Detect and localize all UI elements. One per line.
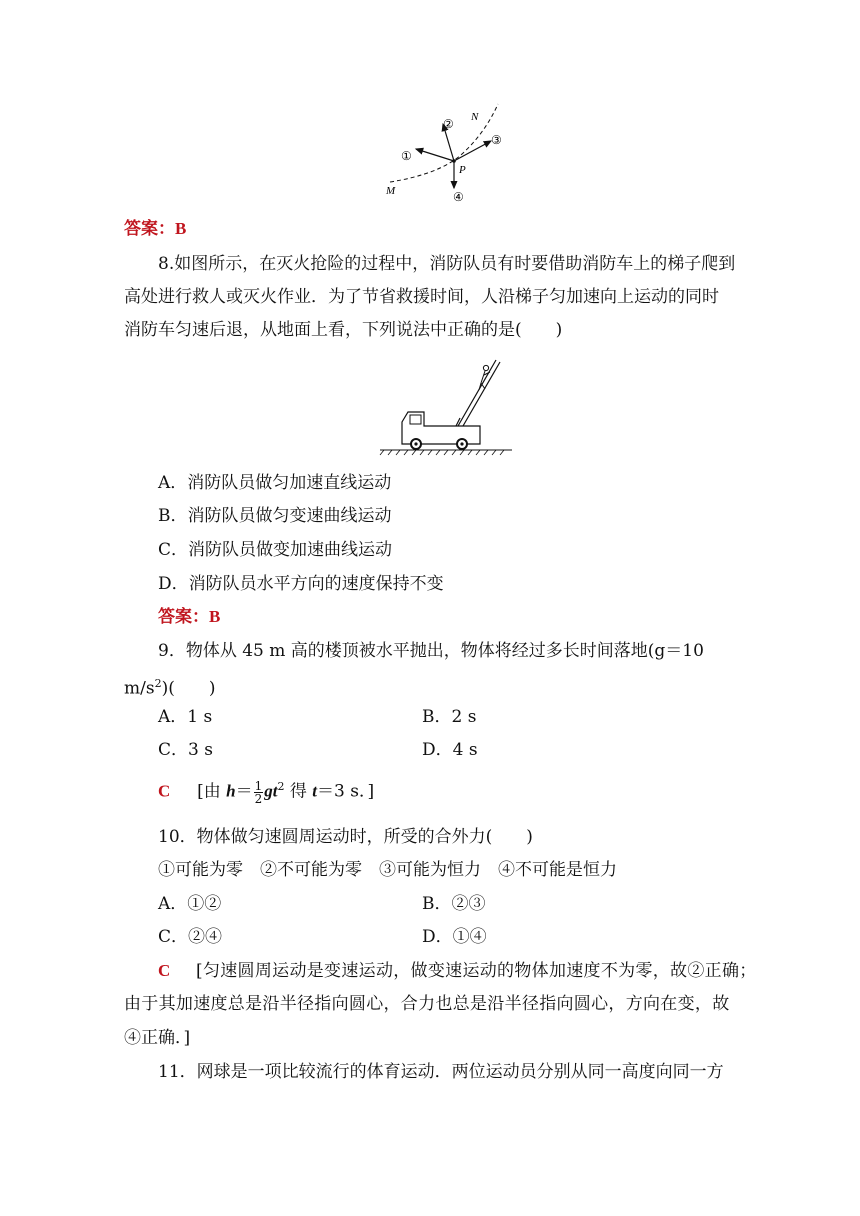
fire-truck-diagram xyxy=(376,356,516,460)
label-1: ① xyxy=(401,149,412,163)
q10-explanation-line-2: 由于其加速度总是沿半径指向圆心，合力也总是沿半径指向圆心，方向在变，故 xyxy=(124,994,730,1014)
q8-answer: 答案：B xyxy=(158,607,221,627)
q10-option-d: D．①④ xyxy=(422,927,487,947)
q7-answer: 答案：B xyxy=(124,219,187,239)
q8-option-b: B．消防队员做匀变速曲线运动 xyxy=(158,506,392,526)
q10-stem: 10．物体做匀速圆周运动时，所受的合外力( ) xyxy=(158,827,533,847)
q8-stem-line-2: 高处进行救人或灭火作业．为了节省救援时间，人沿梯子匀加速向上运动的同时 xyxy=(124,287,719,307)
q9-option-d: D．4 s xyxy=(422,740,478,760)
q9-option-b: B．2 s xyxy=(422,707,477,727)
q8-option-d: D．消防队员水平方向的速度保持不变 xyxy=(158,574,444,594)
q10-option-b: B．②③ xyxy=(422,894,486,914)
q9-option-c: C．3 s xyxy=(158,740,213,760)
ground-hatch xyxy=(380,450,504,455)
label-m: M xyxy=(386,185,396,197)
q10-explanation-line-1: C [匀速圆周运动是变速运动，做变速运动的物体加速度不为零，故②正确； xyxy=(158,961,757,981)
q10-answer-letter: C xyxy=(158,961,171,980)
q9-stem-line-2: $m/s^2$)( ) xyxy=(124,677,216,699)
q8-option-a: A．消防队员做匀加速直线运动 xyxy=(158,473,392,493)
label-2: ② xyxy=(443,117,454,131)
label-3: ③ xyxy=(491,133,502,147)
q8-stem-line-1: 8.如图所示，在灭火抢险的过程中，消防队员有时要借助消防车上的梯子爬到 xyxy=(158,254,736,274)
label-n: N xyxy=(471,111,479,123)
q10-option-a: A．①② xyxy=(158,894,222,914)
curve-force-diagram xyxy=(380,98,530,208)
q10-explanation-line-3: ④正确．] xyxy=(124,1028,191,1048)
fraction-one-half: $\frac{1}{2}$ xyxy=(254,778,263,806)
q10-option-c: C．②④ xyxy=(158,927,223,947)
q10-statements: ①可能为零 ②不可能为零 ③可能为恒力 ④不可能是恒力 xyxy=(158,860,617,880)
label-p: P xyxy=(459,164,466,176)
q11-stem-line-1: 11．网球是一项比较流行的体育运动．两位运动员分别从同一高度向同一方 xyxy=(158,1062,724,1082)
q8-stem-line-3: 消防车匀速后退，从地面上看，下列说法中正确的是( ) xyxy=(124,320,563,340)
q8-option-c: C．消防队员做变加速曲线运动 xyxy=(158,540,393,560)
q9-stem-line-1: 9．物体从 45 m 高的楼顶被水平抛出，物体将经过多长时间落地(g＝10 xyxy=(158,641,704,661)
q9-explanation: C [由 h＝ $\frac{1}{2}$ $gt^2$ 得 t＝3 s．] xyxy=(158,778,375,806)
trajectory-curve xyxy=(390,104,498,182)
label-4: ④ xyxy=(453,190,464,204)
q9-option-a: A．1 s xyxy=(158,707,213,727)
q9-answer-letter: C xyxy=(158,781,171,801)
arrow-1 xyxy=(416,149,454,161)
